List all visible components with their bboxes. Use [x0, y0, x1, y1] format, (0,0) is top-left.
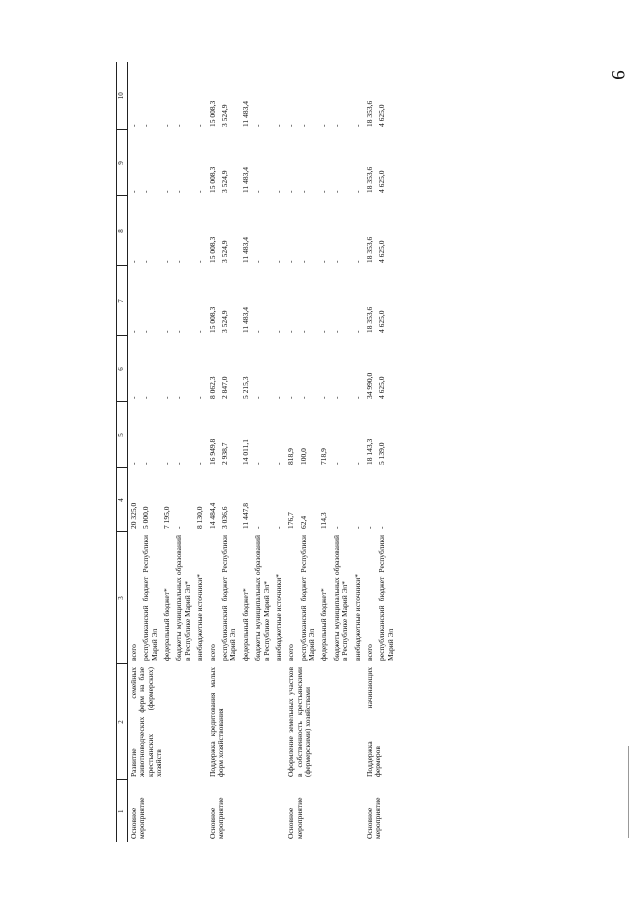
amount-cell: - — [377, 526, 387, 529]
funding-source: внебюджетные источники* — [195, 574, 205, 661]
amount-cell: - — [286, 124, 296, 127]
measure-type: Основное мероприятие — [286, 797, 304, 839]
measure-title: Оформление земельных участков в собственность крестьянскими (фермерскими) хозяйствами — [286, 667, 313, 777]
amount-cell: 7 195,0 — [162, 506, 171, 529]
amount-cell: 3 524,9 — [219, 104, 229, 127]
funding-source: федеральный бюджет* — [319, 588, 329, 661]
amount-cell: 34 990,0 — [365, 372, 375, 399]
amount-cell: - — [141, 396, 151, 399]
amount-cell: - — [273, 260, 283, 263]
amount-cell: - — [319, 190, 329, 193]
amount-cell: 4 625,0 — [377, 240, 387, 263]
amount-cell: - — [195, 260, 205, 263]
amount-cell: 818,9 — [286, 448, 296, 465]
amount-cell: - — [162, 330, 171, 333]
amount-cell: 4 625,0 — [377, 104, 387, 127]
amount-cell: - — [253, 260, 263, 263]
amount-cell: - — [253, 190, 263, 193]
funding-source: республиканский бюджет Республики Марий Эл — [377, 535, 395, 661]
amount-cell: - — [331, 124, 341, 127]
amount-cell: 11 483,4 — [240, 167, 250, 193]
table-row — [207, 62, 219, 842]
amount-cell: - — [174, 190, 184, 193]
amount-cell: 18 353,6 — [365, 306, 375, 333]
amount-cell: - — [128, 396, 138, 399]
amount-cell: - — [319, 330, 329, 333]
amount-cell: - — [253, 124, 263, 127]
funding-source: республиканский бюджет Республики Марий Эл — [219, 535, 238, 661]
amount-cell: - — [174, 396, 184, 399]
amount-cell: - — [162, 462, 171, 465]
amount-cell: 62,4 — [298, 515, 308, 529]
amount-cell: - — [331, 330, 341, 333]
amount-cell: - — [174, 526, 184, 529]
measure-title: Развитие семейных животноводческих ферм на базе крестьянских (фермерских) хозяйств — [128, 667, 163, 777]
amount-cell: 18 353,6 — [365, 100, 375, 127]
header-cell: 5 — [117, 402, 128, 468]
amount-cell: - — [352, 330, 362, 333]
amount-cell: 14 011,1 — [240, 439, 250, 465]
funding-source: всего — [128, 644, 138, 661]
finance-table — [116, 62, 397, 842]
amount-cell: 2 847,0 — [219, 376, 229, 399]
funding-source: федеральный бюджет* — [162, 588, 171, 661]
amount-cell: - — [162, 396, 171, 399]
funding-source: бюджеты муниципальных образований в Республике Марий Эл* — [174, 535, 192, 661]
amount-cell: - — [141, 190, 151, 193]
amount-cell: 176,7 — [286, 512, 296, 529]
amount-cell: 15 008,3 — [207, 236, 217, 263]
amount-cell: - — [298, 330, 308, 333]
amount-cell: - — [253, 462, 263, 465]
amount-cell: - — [352, 462, 362, 465]
amount-cell: 3 036,6 — [219, 506, 229, 529]
funding-source: внебюджетные источники* — [352, 574, 362, 661]
measure-type: Основное мероприятие — [128, 797, 147, 839]
funding-source: внебюджетные источники* — [273, 574, 283, 661]
table-body — [127, 62, 397, 842]
amount-cell: - — [128, 190, 138, 193]
header-cell: 1 — [117, 780, 128, 842]
amount-cell: 5 139,0 — [377, 442, 387, 465]
rotated-table-block — [116, 62, 526, 842]
amount-cell: - — [174, 260, 184, 263]
amount-cell: - — [195, 396, 205, 399]
amount-cell: - — [162, 260, 171, 263]
measure-title: Поддержка кредитования малых форм хозяйствования — [207, 667, 225, 777]
amount-cell: 3 524,9 — [219, 240, 229, 263]
amount-cell: 14 484,4 — [207, 502, 217, 529]
amount-cell: - — [298, 260, 308, 263]
amount-cell: 3 524,9 — [219, 170, 229, 193]
amount-cell: 18 143,3 — [365, 438, 375, 465]
amount-cell: 5 000,0 — [141, 506, 151, 529]
amount-cell: 100,0 — [298, 448, 308, 465]
amount-cell: - — [162, 124, 171, 127]
header-cell: 4 — [117, 468, 128, 532]
amount-cell: 4 625,0 — [377, 170, 387, 193]
amount-cell: - — [195, 462, 205, 465]
amount-cell: 15 008,3 — [207, 306, 217, 333]
funding-source: всего — [286, 644, 296, 661]
amount-cell: 8 062,3 — [207, 376, 217, 399]
amount-cell: 4 625,0 — [377, 376, 387, 399]
amount-cell: - — [331, 396, 341, 399]
amount-cell: - — [141, 124, 151, 127]
amount-cell: - — [253, 330, 263, 333]
amount-cell: - — [141, 330, 151, 333]
amount-cell: - — [273, 396, 283, 399]
amount-cell: - — [365, 526, 375, 529]
amount-cell: 718,9 — [319, 448, 329, 465]
amount-cell: 2 938,7 — [219, 442, 229, 465]
amount-cell: - — [331, 526, 341, 529]
amount-cell: - — [162, 190, 171, 193]
funding-source: всего — [365, 644, 375, 661]
amount-cell: - — [128, 124, 138, 127]
amount-cell: - — [319, 124, 329, 127]
amount-cell: 15 008,3 — [207, 100, 217, 127]
table-row — [364, 62, 376, 842]
amount-cell: - — [352, 260, 362, 263]
funding-source: всего — [207, 644, 217, 661]
table-row — [285, 62, 297, 842]
amount-cell: - — [174, 462, 184, 465]
amount-cell: - — [174, 330, 184, 333]
page-number: 9 — [606, 70, 628, 80]
amount-cell: - — [352, 396, 362, 399]
amount-cell: 11 483,4 — [240, 101, 250, 127]
amount-cell: - — [331, 190, 341, 193]
amount-cell: - — [195, 190, 205, 193]
funding-source: республиканский бюджет Республики Марий Эл — [141, 535, 159, 661]
amount-cell: - — [128, 462, 138, 465]
amount-cell: 8 130,0 — [195, 506, 205, 529]
amount-cell: - — [273, 330, 283, 333]
measure-type: Основное мероприятие — [365, 797, 383, 839]
amount-cell: 15 008,3 — [207, 166, 217, 193]
amount-cell: 5 215,3 — [240, 376, 250, 399]
amount-cell: - — [141, 462, 151, 465]
header-cell: 8 — [117, 196, 128, 266]
amount-cell: 3 524,9 — [219, 310, 229, 333]
amount-cell: - — [286, 330, 296, 333]
amount-cell: - — [195, 330, 205, 333]
measure-type: Основное мероприятие — [207, 797, 225, 839]
header-cell: 6 — [117, 336, 128, 402]
amount-cell: - — [286, 396, 296, 399]
amount-cell: 16 949,8 — [207, 438, 217, 465]
table-row — [127, 62, 140, 842]
amount-cell: - — [298, 396, 308, 399]
amount-cell: - — [331, 260, 341, 263]
amount-cell: - — [141, 260, 151, 263]
amount-cell: 114,3 — [319, 512, 329, 529]
header-cell: 2 — [117, 664, 128, 780]
header-cell: 7 — [117, 266, 128, 336]
amount-cell: - — [273, 124, 283, 127]
amount-cell: - — [273, 526, 283, 529]
amount-cell: - — [195, 124, 205, 127]
amount-cell: 18 353,6 — [365, 236, 375, 263]
amount-cell: 11 483,4 — [240, 237, 250, 263]
amount-cell: 4 625,0 — [377, 310, 387, 333]
funding-source: республиканский бюджет Республики Марий Эл — [298, 535, 317, 661]
amount-cell: - — [352, 190, 362, 193]
amount-cell: 11 483,4 — [240, 307, 250, 333]
amount-cell: 11 447,8 — [240, 503, 250, 529]
amount-cell: - — [286, 190, 296, 193]
header-cell: 10 — [117, 62, 128, 130]
amount-cell: - — [128, 260, 138, 263]
header-cell: 9 — [117, 130, 128, 196]
header-row — [117, 62, 128, 842]
amount-cell: - — [253, 526, 263, 529]
amount-cell: - — [331, 462, 341, 465]
funding-source: федеральный бюджет* — [240, 588, 250, 661]
funding-source: бюджеты муниципальных образований в Республике Марий Эл* — [253, 535, 271, 661]
funding-source: бюджеты муниципальных образований в Республике Марий Эл* — [331, 535, 350, 661]
header-cell: 3 — [117, 532, 128, 664]
amount-cell: - — [174, 124, 184, 127]
margin-line — [628, 746, 629, 838]
amount-cell: - — [253, 396, 263, 399]
amount-cell: 18 353,6 — [365, 166, 375, 193]
amount-cell: - — [273, 462, 283, 465]
amount-cell: - — [273, 190, 283, 193]
measure-title: Поддержка начинающих фермеров — [365, 667, 383, 777]
amount-cell: 20 325,0 — [128, 502, 138, 529]
amount-cell: - — [298, 124, 308, 127]
amount-cell: - — [319, 396, 329, 399]
amount-cell: - — [352, 124, 362, 127]
amount-cell: - — [298, 190, 308, 193]
amount-cell: - — [286, 260, 296, 263]
amount-cell: - — [352, 526, 362, 529]
amount-cell: - — [319, 260, 329, 263]
amount-cell: - — [128, 330, 138, 333]
